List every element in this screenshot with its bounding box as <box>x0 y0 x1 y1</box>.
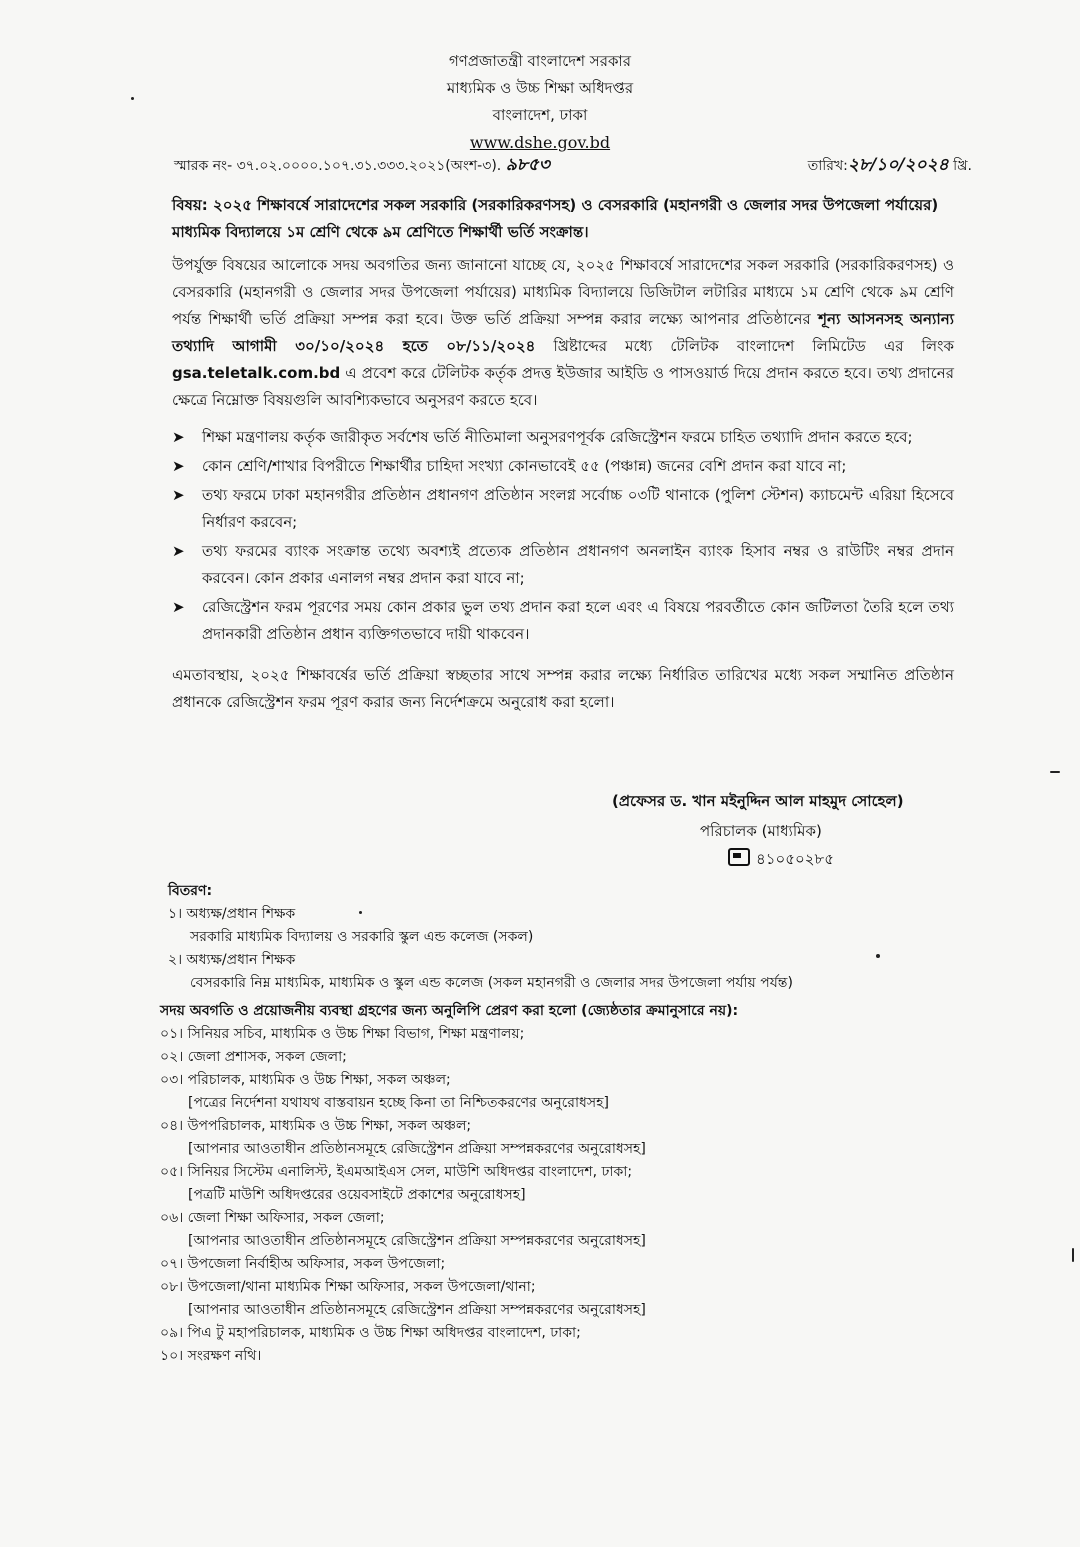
copy-recipient-note: [পত্রটি মাউশি অধিদপ্তরের ওয়েবসাইটে প্রকাশের অনুরোধসহ] <box>188 1187 526 1203</box>
scan-speck <box>876 954 880 958</box>
instruction-text: কোন শ্রেণি/শাখার বিপরীতে শিক্ষার্থীর চাহিদা সংখ্যা কোনভাবেই ৫৫ (পঞ্চান্ন) জনের বেশি প্রদান করা যাবে না; <box>202 457 847 475</box>
copies-title: সদয় অবগতি ও প্রয়োজনীয় ব্যবস্থা গ্রহণের জন্য অনুলিপি প্রেরণ করা হলো (জ্যেষ্ঠতার ক্রমানুসারে নয়): <box>160 1003 739 1019</box>
copy-recipient: ০৭। উপজেলা নির্বাহীঅ অফিসার, সকল উপজেলা; <box>160 1256 446 1272</box>
copy-recipient: ০৩। পরিচালক, মাধ্যমিক ও উচ্চ শিক্ষা, সকল অঞ্চল; <box>160 1072 451 1088</box>
memo-handwritten-number: ৯৮৫৩ <box>505 155 550 175</box>
letterhead-government: গণপ্রজাতন্ত্রী বাংলাদেশ সরকার <box>448 52 632 70</box>
distribution-title: বিতরণ: <box>168 883 213 899</box>
scan-speck <box>1050 771 1060 773</box>
body-paragraph-2: এমতাবস্থায়, ২০২৫ শিক্ষাবর্ষের ভর্তি প্রক্রিয়া স্বচ্ছতার সাথে সম্পন্ন করার লক্ষ্যে নির্ধারিত তারিখের মধ্যে সকল সম্মানিত প্রতিষ্ঠান প্রধানকে রেজিস্ট্রেশন ফরম পূরণ করার জন্য নির্দেশক্রমে অনুরোধ করা হলো। <box>172 666 954 711</box>
instruction-text: রেজিস্ট্রেশন ফরম পূরণের সময় কোন প্রকার ভুল তথ্য প্রদান করা হলে এবং এ বিষয়ে পরবর্তীতে কোন জটিলতা তৈরি হলে তথ্য প্রদানকারী প্রতিষ্ঠান প্রধান ব্যক্তিগতভাবে দায়ী থাকবেন। <box>202 598 954 643</box>
instruction-text: তথ্য ফরমের ব্যাংক সংক্রান্ত তথ্যে অবশ্যই প্রত্যেক প্রতিষ্ঠান প্রধানগণ অনলাইন ব্যাংক হিসাব নম্বর ও রাউটিং নম্বর প্রদান করবেন। কোন প্রকার এনালগ নম্বর প্রদান করা যাবে না; <box>202 542 954 587</box>
copy-recipient: ০৫। সিনিয়র সিস্টেম এনালিস্ট, ইএমআইএস সেল, মাউশি অধিদপ্তর বাংলাদেশ, ঢাকা; <box>160 1164 633 1180</box>
subject-line: বিষয়: ২০২৫ শিক্ষাবর্ষে সারাদেশের সকল সরকারি (সরকারিকরণসহ) ও বেসরকারি (মহানগরী ও জেলার সদর উপজেলা পর্যায়ের) মাধ্যমিক বিদ্যালয়ে ১ম শ্রেণি থেকে ৯ম শ্রেণিতে শিক্ষার্থী ভর্তি সংক্রান্ত। <box>172 196 939 241</box>
telephone-icon <box>728 848 750 866</box>
signatory-phone <box>728 848 834 873</box>
copy-recipient-note: [আপনার আওতাধীন প্রতিষ্ঠানসমূহে রেজিস্ট্রেশন প্রক্রিয়া সম্পন্নকরণের অনুরোধসহ] <box>188 1302 646 1318</box>
copy-recipient: ০৯। পিএ টু মহাপরিচালক, মাধ্যমিক ও উচ্চ শিক্ষা অধিদপ্তর বাংলাদেশ, ঢাকা; <box>160 1325 581 1341</box>
copy-recipient: ০৪। উপপরিচালক, মাধ্যমিক ও উচ্চ শিক্ষা, সকল অঞ্চল; <box>160 1118 472 1134</box>
copies-list <box>160 1023 980 1368</box>
instruction-item <box>172 453 954 480</box>
instruction-text: তথ্য ফরমে ঢাকা মহানগরীর প্রতিষ্ঠান প্রধানগণ প্রতিষ্ঠান সংলগ্ন সর্বোচ্চ ০৩টি থানাকে (পুলিশ স্টেশন) ক্যাচমেন্ট এরিয়া হিসেবে নির্ধারণ করবেন; <box>202 486 954 531</box>
arrowhead-icon: ➤ <box>172 486 185 504</box>
phone-number: ৪১০৫০২৮৫ <box>756 850 834 868</box>
date-label: তারিখ: <box>807 158 848 174</box>
arrowhead-icon: ➤ <box>172 598 185 616</box>
copies-section <box>160 1000 980 1368</box>
date-handwritten: ২৮/১০/২০২৪ <box>847 155 949 175</box>
signatory-name: (প্রফেসর ড. খান মইনুদ্দিন আল মাহমুদ সোহেল) <box>612 792 904 810</box>
instruction-item <box>172 482 954 536</box>
memo-number <box>174 152 550 180</box>
distribution-item-detail: বেসরকারি নিম্ন মাধ্যমিক, মাধ্যমিক ও স্কুল এন্ড কলেজ (সকল মহানগরী ও জেলার সদর উপজেলা পর্যায় পর্যন্ত) <box>190 975 793 991</box>
copy-recipient-note: [পত্রের নির্দেশনা যথাযথ বাস্তবায়ন হচ্ছে কিনা তা নিশ্চিতকরণের অনুরোধসহ] <box>188 1095 609 1111</box>
scan-speck <box>1072 1248 1074 1262</box>
para1-part2: খ্রিষ্টাব্দের মধ্যে টেলিটক বাংলাদেশ লিমিটেড এর লিংক <box>535 337 954 355</box>
signatory-designation: পরিচালক (মাধ্যমিক) <box>700 822 822 840</box>
instruction-list <box>172 424 954 650</box>
scan-speck <box>131 97 134 100</box>
copy-recipient: ০৮। উপজেলা/থানা মাধ্যমিক শিক্ষা অফিসার, সকল উপজেলা/থানা; <box>160 1279 536 1295</box>
memo-number-text: স্মারক নং- ৩৭.০২.০০০০.১০৭.৩১.৩৩৩.২০২১(অংশ-৩). <box>174 158 502 174</box>
para1-part3: এ প্রবেশ করে টেলিটক কর্তৃক প্রদত্ত ইউজার আইডি ও পাসওয়ার্ড দিয়ে প্রদান করতে হবে। তথ্য প্রদানের ক্ষেত্রে নিম্নোক্ত বিষয়গুলি আবশ্যিকভাবে অনুসরণ করতে হবে। <box>172 364 954 409</box>
copy-recipient: ১০। সংরক্ষণ নথি। <box>160 1348 262 1364</box>
instruction-item <box>172 424 954 451</box>
para1-deadline: শূন্য আসনসহ অন্যান্য তথ্যাদি আগামী ৩০/১০/২০২৪ হতে ০৮/১১/২০২৪ <box>172 310 955 355</box>
distribution-item-label: ১। অধ্যক্ষ/প্রধান শিক্ষক <box>168 906 296 922</box>
copy-recipient: ০২। জেলা প্রশাসক, সকল জেলা; <box>160 1049 347 1065</box>
body-paragraph-1 <box>172 252 954 414</box>
distribution-item-detail: সরকারি মাধ্যমিক বিদ্যালয় ও সরকারি স্কুল এন্ড কলেজ (সকল) <box>190 929 534 945</box>
distribution-section <box>168 880 968 995</box>
letterhead <box>0 48 1080 156</box>
copy-recipient-note: [আপনার আওতাধীন প্রতিষ্ঠানসমূহে রেজিস্ট্রেশন প্রক্রিয়া সম্পন্নকরণের অনুরোধসহ] <box>188 1141 646 1157</box>
copy-recipient: ০৬। জেলা শিক্ষা অফিসার, সকল জেলা; <box>160 1210 385 1226</box>
arrowhead-icon: ➤ <box>172 542 185 560</box>
instruction-item <box>172 594 954 648</box>
arrowhead-icon: ➤ <box>172 428 185 446</box>
distribution-item-label: ২। অধ্যক্ষ/প্রধান শিক্ষক <box>168 952 296 968</box>
letterhead-website: www.dshe.gov.bd <box>469 133 611 152</box>
memo-date <box>808 152 972 180</box>
date-suffix: খ্রি. <box>948 158 972 174</box>
copy-recipient-note: [আপনার আওতাধীন প্রতিষ্ঠানসমূহে রেজিস্ট্রেশন প্রক্রিয়া সম্পন্নকরণের অনুরোধসহ] <box>188 1233 646 1249</box>
copy-recipient: ০১। সিনিয়র সচিব, মাধ্যমিক ও উচ্চ শিক্ষা বিভাগ, শিক্ষা মন্ত্রণালয়; <box>160 1026 525 1042</box>
instruction-item <box>172 538 954 592</box>
scan-speck <box>359 911 362 914</box>
letterhead-location: বাংলাদেশ, ঢাকা <box>492 106 588 124</box>
teletalk-link[interactable]: gsa.teletalk.com.bd <box>172 364 341 382</box>
instruction-text: শিক্ষা মন্ত্রণালয় কর্তৃক জারীকৃত সর্বশেষ ভর্তি নীতিমালা অনুসরণপূর্বক রেজিস্ট্রেশন ফরমে চাহিত তথ্যাদি প্রদান করতে হবে; <box>202 428 913 446</box>
arrowhead-icon: ➤ <box>172 457 185 475</box>
letterhead-directorate: মাধ্যমিক ও উচ্চ শিক্ষা অধিদপ্তর <box>446 79 634 97</box>
para1-part1: উপর্যুক্ত বিষয়ের আলোকে সদয় অবগতির জন্য জানানো যাচ্ছে যে, ২০২৫ শিক্ষাবর্ষে সারাদেশের সকল সরকারি (সরকারিকরণসহ) ও বেসরকারি (মহানগরী ও জেলার সদর উপজেলা পর্যায়ের) মাধ্যমিক বিদ্যালয়ে ডিজিটাল লটারির মাধ্যমে ১ম শ্রেণি থেকে ৯ম শ্রেণি পর্যন্ত শিক্ষার্থী ভর্তি প্রক্রিয়া সম্পন্ন করা হবে। উক্ত ভর্তি প্রক্রিয়া সম্পন্ন করার লক্ষ্যে আপনার প্রতিষ্ঠানের <box>172 256 954 328</box>
